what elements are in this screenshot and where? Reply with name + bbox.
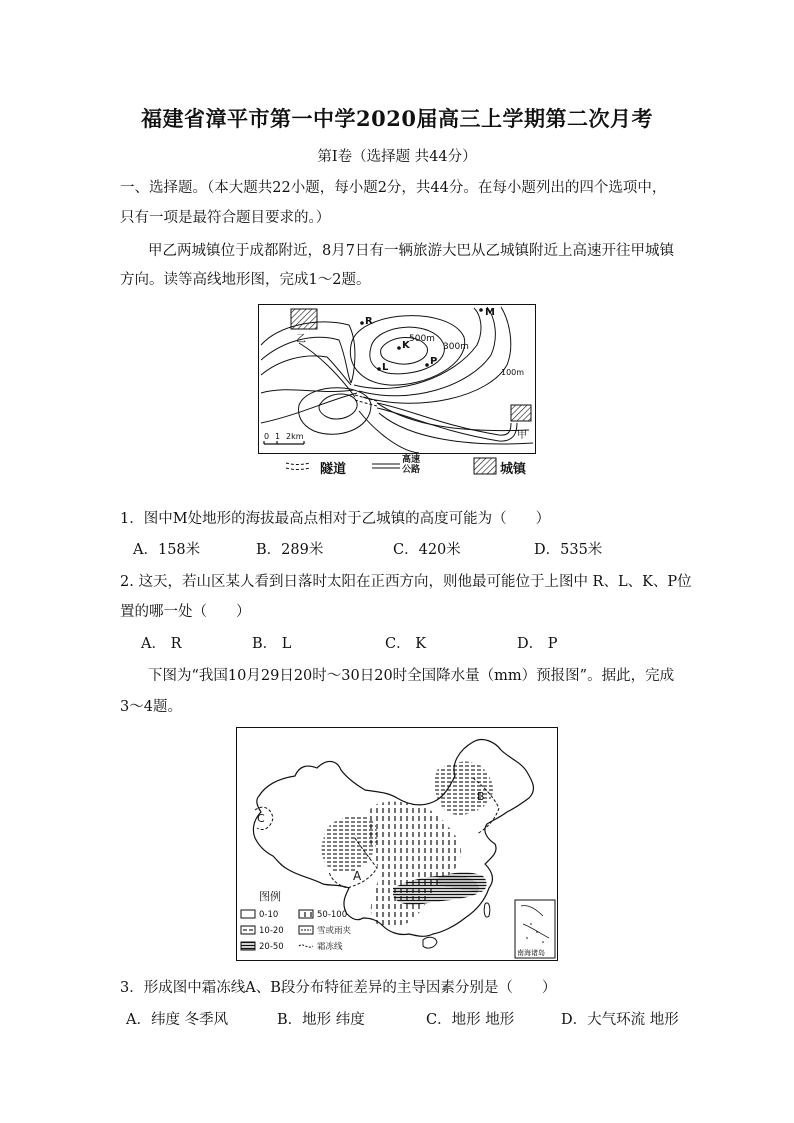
- label-yi: 乙: [296, 334, 306, 345]
- inset-label: 南海诸岛: [517, 949, 545, 957]
- legend-item-10-20: 10-20: [259, 926, 284, 936]
- scale-0: 0: [264, 432, 270, 441]
- q1-option-c: C．420米: [393, 542, 461, 558]
- legend-item-frost-line: 霜冻线: [317, 942, 343, 952]
- point-r-label: R: [365, 316, 373, 327]
- q1-option-a: A．158米: [133, 542, 201, 558]
- precipitation-map-graphic: [237, 728, 557, 960]
- q2-option-a: A． R: [141, 636, 182, 652]
- scale-bar: [264, 441, 304, 444]
- q1-option-b: B．289米: [256, 542, 324, 558]
- legend-item-snow: 雪或雨夹: [317, 926, 352, 936]
- legend-item-0-10: 0-10: [259, 910, 279, 920]
- legend-highway: 高速公路: [402, 455, 421, 475]
- scale-2km: 2km: [286, 432, 304, 441]
- q2-option-c: C． K: [385, 636, 427, 652]
- point-k-label: K: [402, 340, 410, 351]
- q2-option-b: B． L: [252, 636, 292, 652]
- point-m-label: M: [485, 307, 495, 318]
- section-heading-line1: 一、选择题。（本大题共22小题，每小题2分，共44分。在每小题列出的四个选项中，: [120, 180, 667, 196]
- q2-stem-line2: 置的哪一处（ ）: [120, 604, 251, 620]
- contour-legend: [284, 456, 544, 478]
- contour-500-label: 500m: [409, 334, 435, 344]
- contour-map: [258, 304, 536, 454]
- page-title: 福建省漳平市第一中学2020届高三上学期第二次月考: [141, 106, 653, 131]
- label-c: C: [257, 812, 265, 825]
- legend-item-50-100: 50-100: [317, 910, 348, 920]
- intro1-line1: 甲乙两城镇位于成都附近，8月7日有一辆旅游大巴从乙城镇附近上高速开往甲城镇: [148, 243, 674, 259]
- q3-stem: 3．形成图中霜冻线A、B段分布特征差异的主导因素分别是（ ）: [120, 980, 557, 996]
- precip-legend: [241, 889, 352, 952]
- scale-1: 1: [275, 432, 281, 441]
- label-a: A: [353, 869, 362, 883]
- intro2-line1: 下图为“我国10月29日20时～30日20时全国降水量（mm）预报图”。据此，完成: [148, 668, 675, 684]
- section-heading-line2: 只有一项是最符合题目要求的。）: [120, 210, 331, 226]
- point-l-label: L: [382, 362, 389, 373]
- legend-title: 图例: [259, 890, 281, 903]
- label-jia: 甲: [517, 430, 527, 441]
- q1-option-d: D．535米: [534, 542, 603, 558]
- label-b: B: [477, 790, 485, 803]
- q1-stem: 1．图中M处地形的海拔最高点相对于乙城镇的高度可能为（ ）: [120, 511, 551, 527]
- q2-option-d: D． P: [517, 636, 558, 652]
- contour-300-label: 300m: [443, 342, 469, 352]
- town-yi-marker: [291, 309, 317, 329]
- legend-town: 城镇: [500, 462, 527, 477]
- legend-tunnel: 隧道: [320, 462, 347, 477]
- town-jia-marker: [511, 405, 531, 421]
- section-subtitle: 第Ⅰ卷（选择题 共44分）: [317, 149, 477, 165]
- q3-option-d: D．大气环流 地形: [561, 1012, 679, 1028]
- contour-100-label: 100m: [501, 368, 525, 377]
- contour-map-graphic: [259, 305, 535, 453]
- precipitation-map: [236, 727, 558, 961]
- q3-option-c: C．地形 地形: [426, 1012, 515, 1028]
- legend-item-20-50: 20-50: [259, 942, 284, 952]
- q3-option-b: B．地形 纬度: [277, 1012, 365, 1028]
- point-p-label: P: [430, 356, 438, 367]
- q2-stem-line1: 2. 这天，若山区某人看到日落时太阳在正西方向，则他最可能位于上图中 R、L、K、P位: [120, 574, 692, 590]
- intro2-line2: 3～4题。: [120, 699, 182, 715]
- intro1-line2: 方向。读等高线地形图，完成1～2题。: [120, 272, 371, 288]
- q3-option-a: A．纬度 冬季风: [126, 1012, 229, 1028]
